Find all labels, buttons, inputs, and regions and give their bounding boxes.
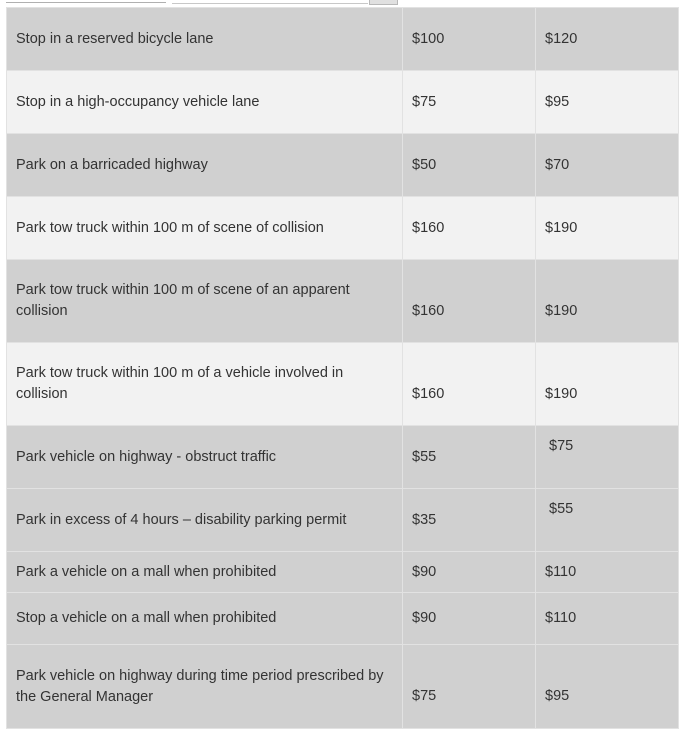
fine-value: $55 [549, 500, 574, 517]
toolbar-tab[interactable] [6, 0, 166, 3]
offence-cell: Park in excess of 4 hours – disability parking permit [7, 489, 403, 552]
fine-cell [403, 260, 536, 343]
fine-value: $190 [545, 302, 578, 319]
offence-cell: Stop a vehicle on a mall when prohibited [7, 593, 403, 645]
fine-value: $75 [549, 437, 574, 454]
toolbar-tab[interactable] [172, 0, 368, 4]
offence-cell: Park tow truck within 100 m of scene of collision [7, 197, 403, 260]
offence-cell: Park vehicle on highway during time period prescribed by the General Manager [7, 645, 403, 729]
fine-value: $190 [545, 385, 578, 402]
table-row [7, 552, 679, 593]
fine-cell: $110 [536, 593, 679, 645]
table-row [7, 343, 679, 426]
offence-cell: Stop in a reserved bicycle lane [7, 8, 403, 71]
fine-cell: $100 [403, 8, 536, 71]
fine-cell: $35 [403, 489, 536, 552]
fine-cell [536, 343, 679, 426]
fine-cell: $190 [536, 197, 679, 260]
fine-cell [536, 426, 679, 489]
scroll-handle[interactable] [369, 0, 398, 5]
table-row [7, 593, 679, 645]
top-scroll-strip [0, 0, 682, 6]
fine-cell [403, 645, 536, 729]
fine-cell: $90 [403, 593, 536, 645]
fine-cell: $120 [536, 8, 679, 71]
offence-cell: Park a vehicle on a mall when prohibited [7, 552, 403, 593]
fine-cell [536, 645, 679, 729]
fines-table [6, 7, 679, 729]
table-row [7, 197, 679, 260]
table-row [7, 489, 679, 552]
fine-cell [536, 260, 679, 343]
fine-cell: $110 [536, 552, 679, 593]
table-row [7, 8, 679, 71]
offence-cell: Park tow truck within 100 m of scene of an apparent collision [7, 260, 403, 343]
table-row [7, 134, 679, 197]
fine-value: $160 [412, 385, 445, 402]
offence-cell: Park vehicle on highway - obstruct traffic [7, 426, 403, 489]
fine-cell: $50 [403, 134, 536, 197]
fine-cell: $90 [403, 552, 536, 593]
fine-cell: $55 [403, 426, 536, 489]
offence-cell: Stop in a high-occupancy vehicle lane [7, 71, 403, 134]
fine-cell [403, 343, 536, 426]
fine-cell: $95 [536, 71, 679, 134]
table-row [7, 71, 679, 134]
fine-value: $160 [412, 302, 445, 319]
fine-cell: $70 [536, 134, 679, 197]
offence-cell: Park on a barricaded highway [7, 134, 403, 197]
table-row [7, 426, 679, 489]
table-row [7, 260, 679, 343]
fine-cell: $160 [403, 197, 536, 260]
offence-cell: Park tow truck within 100 m of a vehicle involved in collision [7, 343, 403, 426]
fine-value: $95 [545, 688, 570, 704]
fine-cell [536, 489, 679, 552]
fine-cell: $75 [403, 71, 536, 134]
table-row [7, 645, 679, 729]
fine-value: $75 [412, 688, 437, 704]
